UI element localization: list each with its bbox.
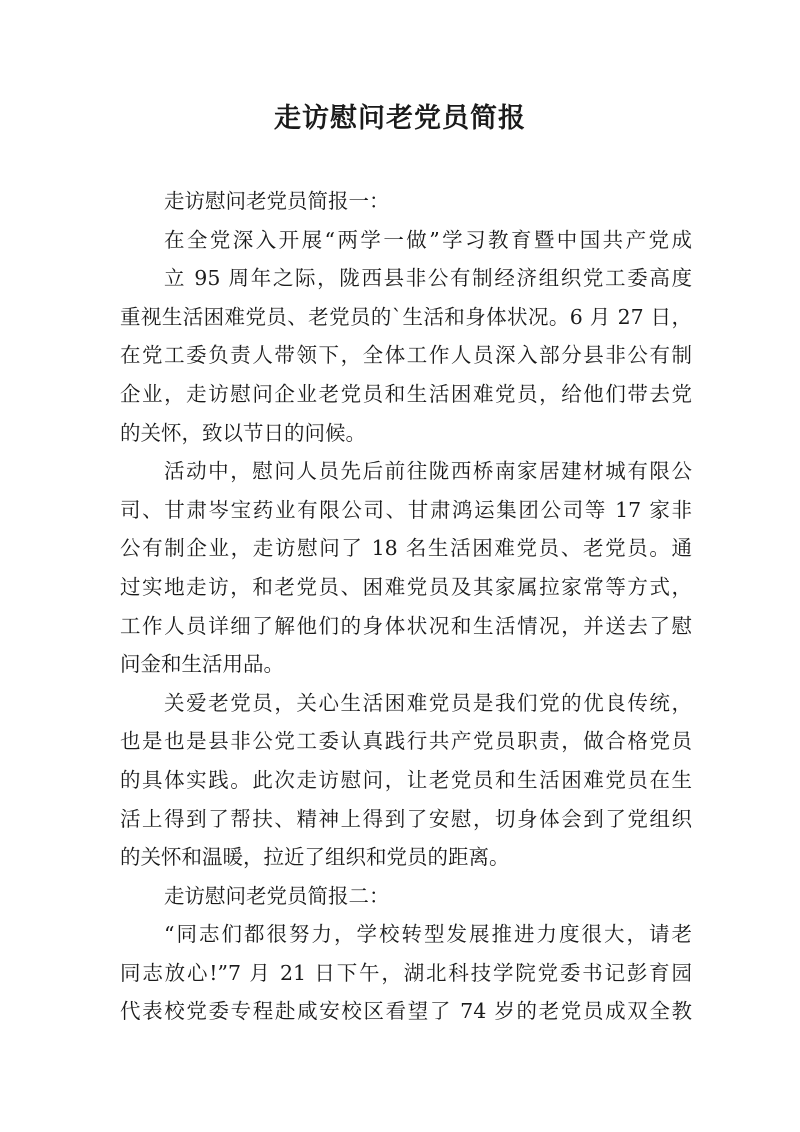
text-line: 立 95 周年之际，陇西县非公有制经济组织党工委高度 bbox=[164, 266, 692, 291]
text-line: 的关怀，致以节日的问候。 bbox=[120, 420, 366, 445]
text-line: 的关怀和温暖，拉近了组织和党员的距离。 bbox=[120, 845, 510, 870]
text-line: 活上得到了帮扶、精神上得到了安慰，切身体会到了党组织 bbox=[120, 806, 692, 831]
text-line: “同志们都很努力，学校转型发展推进力度很大，请老 bbox=[164, 922, 692, 947]
text-line: 在全党深入开展“两学一做”学习教育暨中国共产党成 bbox=[164, 227, 692, 252]
text-line: 关爱老党员，关心生活困难党员是我们党的优良传统， bbox=[164, 690, 692, 715]
text-line: 工作人员详细了解他们的身体状况和生活情况，并送去了慰 bbox=[120, 613, 692, 638]
text-line: 代表校党委专程赴咸安校区看望了 74 岁的老党员成双全教 bbox=[120, 999, 692, 1024]
text-line: 在党工委负责人带领下，全体工作人员深入部分县非公有制 bbox=[120, 343, 692, 368]
text-line: 活动中，慰问人员先后前往陇西桥南家居建材城有限公 bbox=[164, 459, 692, 484]
text-line: 的具体实践。此次走访慰问，让老党员和生活困难党员在生 bbox=[120, 767, 692, 792]
text-line: 走访慰问老党员简报二： bbox=[164, 883, 390, 908]
text-line: 走访慰问老党员简报一： bbox=[164, 189, 390, 213]
text-line: 同志放心!”7 月 21 日下午，湖北科技学院党委书记彭育园 bbox=[120, 960, 692, 985]
text-line: 重视生活困难党员、老党员的`生活和身体状况。6 月 27 日， bbox=[120, 304, 692, 329]
text-line: 问金和生活用品。 bbox=[120, 652, 284, 677]
text-line: 企业，走访慰问企业老党员和生活困难党员，给他们带去党 bbox=[120, 381, 692, 406]
text-line: 司、甘肃岑宝药业有限公司、甘肃鸿运集团公司等 17 家非 bbox=[120, 497, 692, 522]
text-line: 公有制企业，走访慰问了 18 名生活困难党员、老党员。通 bbox=[120, 536, 692, 561]
document-title: 走访慰问老党员简报 bbox=[274, 103, 526, 134]
text-line: 也是也是县非公党工委认真践行共产党员职责，做合格党员 bbox=[120, 729, 692, 754]
document-body bbox=[120, 182, 692, 1031]
text-line: 过实地走访，和老党员、困难党员及其家属拉家常等方式， bbox=[120, 574, 692, 599]
